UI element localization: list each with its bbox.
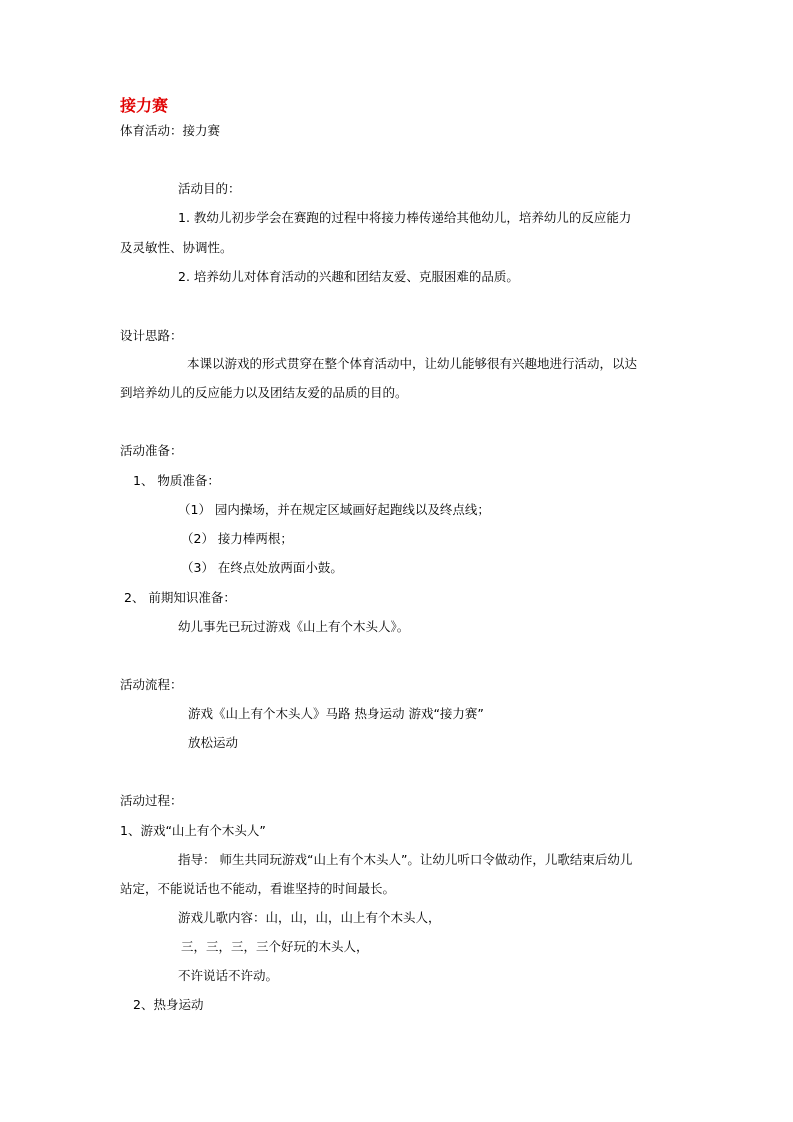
goals-heading: 活动目的： <box>178 181 241 196</box>
flow-line-1: 游戏《山上有个木头人》马路 热身运动 游戏“接力赛” <box>188 706 484 721</box>
design-line-1: 本课以游戏的形式贯穿在整个体育活动中，让幼儿能够很有兴趣地进行活动，以达 <box>187 356 638 371</box>
goal-item-1: 1. 教幼儿初步学会在赛跑的过程中将接力棒传递给其他幼儿，培养幼儿的反应能力 <box>178 210 632 225</box>
goal-item-1-continued: 及灵敏性、协调性。 <box>120 240 233 255</box>
goal-item-2: 2. 培养幼儿对体育活动的兴趣和团结友爱、克服困难的品质。 <box>178 269 519 284</box>
rhyme-line-3: 不许说话不许动。 <box>178 968 279 983</box>
guide-line-1: 指导： 师生共同玩游戏“山上有个木头人”。让幼儿听口令做动作，儿歌结束后幼儿 <box>178 852 633 867</box>
design-line-2: 到培养幼儿的反应能力以及团结友爱的品质的目的。 <box>120 385 408 400</box>
prep-sub-3: （3） 在终点处放两面小鼓。 <box>181 560 343 575</box>
page-title: 接力赛 <box>120 96 169 115</box>
prep-item-1: 1、 物质准备： <box>133 473 220 488</box>
prep-heading: 活动准备： <box>120 443 183 458</box>
process-heading: 活动过程： <box>120 793 183 808</box>
prep-sub-2: （2） 接力棒两根； <box>181 531 293 546</box>
activity-subtitle: 体育活动：接力赛 <box>120 123 221 138</box>
prep-item-2-text: 幼儿事先已玩过游戏《山上有个木头人》。 <box>178 619 410 634</box>
flow-line-2: 放松运动 <box>188 735 239 750</box>
guide-line-2: 站定，不能说话也不能动，看谁坚持的时间最长。 <box>120 881 396 896</box>
rhyme-line-1: 游戏儿歌内容：山，山，山，山上有个木头人， <box>178 910 441 925</box>
prep-sub-1: （1） 园内操场，并在规定区域画好起跑线以及终点线； <box>178 502 490 517</box>
rhyme-line-2: 三，三，三，三个好玩的木头人， <box>181 939 369 954</box>
process-step-2: 2、热身运动 <box>133 997 204 1012</box>
prep-item-2: 2、 前期知识准备： <box>124 590 236 605</box>
process-step-1: 1、游戏“山上有个木头人” <box>120 823 266 838</box>
design-heading: 设计思路： <box>120 328 183 343</box>
flow-heading: 活动流程： <box>120 677 183 692</box>
